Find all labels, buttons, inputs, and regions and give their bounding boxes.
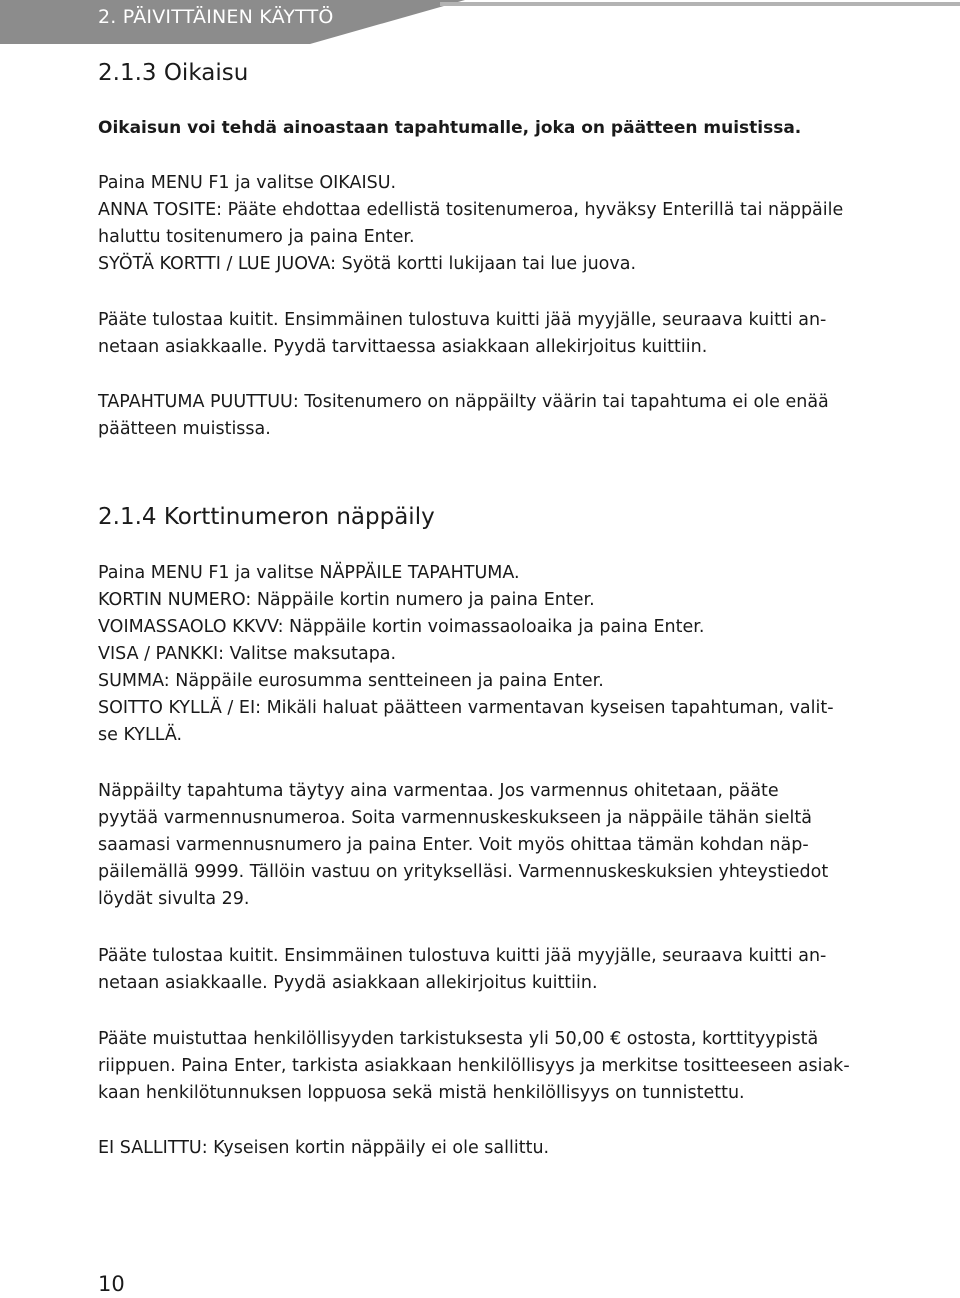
text-line: päätteen muistissa.	[98, 419, 271, 439]
text-line: EI SALLITTU: Kyseisen kortin näppäily ei ole sallittu.	[98, 1138, 550, 1158]
text-line: Paina MENU F1 ja valitse NÄPPÄILE TAPAHTUMA.	[98, 563, 520, 583]
paragraph-2-1-3-steps	[98, 170, 898, 278]
text-line: SYÖTÄ KORTTI / LUE JUOVA: Syötä kortti lukijaan tai lue juova.	[98, 254, 637, 274]
text-line: se KYLLÄ.	[98, 725, 183, 745]
text-line: löydät sivulta 29.	[98, 889, 250, 909]
paragraph-2-1-3-receipts	[98, 307, 898, 361]
text-line: Pääte tulostaa kuitit. Ensimmäinen tulostuva kuitti jää myyjälle, seuraava kuitti an-	[98, 946, 827, 966]
text-line: Paina MENU F1 ja valitse OIKAISU.	[98, 173, 397, 193]
text-line: netaan asiakkaalle. Pyydä asiakkaan allekirjoitus kuittiin.	[98, 973, 598, 993]
text-line: Pääte muistuttaa henkilöllisyyden tarkistuksesta yli 50,00 € ostosta, korttityypistä	[98, 1029, 819, 1049]
text-line: pyytää varmennusnumeroa. Soita varmennuskeskukseen ja näppäile tähän sieltä	[98, 808, 812, 828]
section-heading-2-1-4: 2.1.4 Korttinumeron näppäily	[98, 504, 435, 530]
text-line: VISA / PANKKI: Valitse maksutapa.	[98, 644, 397, 664]
chapter-title: 2. PÄIVITTÄINEN KÄYTTÖ	[98, 6, 334, 28]
text-line: TAPAHTUMA PUUTTUU: Tositenumero on näppäilty väärin tai tapahtuma ei ole enää	[98, 392, 829, 412]
text-line: haluttu tositenumero ja paina Enter.	[98, 227, 415, 247]
text-line: SUMMA: Näppäile eurosumma sentteineen ja paina Enter.	[98, 671, 604, 691]
paragraph-2-1-4-receipts	[98, 943, 898, 997]
text-line: riippuen. Paina Enter, tarkista asiakkaan henkilöllisyys ja merkitse tositteeseen asiak-	[98, 1056, 850, 1076]
text-line: netaan asiakkaalle. Pyydä tarvittaessa asiakkaan allekirjoitus kuittiin.	[98, 337, 708, 357]
paragraph-2-1-4-not-allowed	[98, 1135, 898, 1162]
text-line: ANNA TOSITE: Pääte ehdottaa edellistä tositenumeroa, hyväksy Enterillä tai näppäile	[98, 200, 844, 220]
text-line: Pääte tulostaa kuitit. Ensimmäinen tulostuva kuitti jää myyjälle, seuraava kuitti an-	[98, 310, 827, 330]
paragraph-2-1-4-identity	[98, 1026, 898, 1107]
text-line: Näppäilty tapahtuma täytyy aina varmentaa. Jos varmennus ohitetaan, pääte	[98, 781, 779, 801]
text-line: KORTIN NUMERO: Näppäile kortin numero ja paina Enter.	[98, 590, 595, 610]
paragraph-2-1-4-steps	[98, 560, 898, 749]
text-line: saamasi varmennusnumero ja paina Enter. Voit myös ohittaa tämän kohdan näp-	[98, 835, 809, 855]
text-line: kaan henkilötunnuksen loppuosa sekä mistä henkilöllisyys on tunnistettu.	[98, 1083, 745, 1103]
text-line: SOITTO KYLLÄ / EI: Mikäli haluat päätteen varmentavan kyseisen tapahtuman, valit-	[98, 698, 834, 718]
page-number: 10	[98, 1272, 125, 1296]
text-line: VOIMASSAOLO KKVV: Näppäile kortin voimassaoloaika ja paina Enter.	[98, 617, 705, 637]
section-intro-2-1-3: Oikaisun voi tehdä ainoastaan tapahtumalle, joka on päätteen muistissa.	[98, 118, 802, 138]
text-line: päilemällä 9999. Tällöin vastuu on yritykselläsi. Varmennuskeskuksien yhteystiedot	[98, 862, 829, 882]
paragraph-2-1-4-verification	[98, 778, 898, 913]
paragraph-2-1-3-missing	[98, 389, 898, 443]
chapter-header-band	[0, 0, 960, 44]
section-heading-2-1-3: 2.1.3 Oikaisu	[98, 60, 249, 86]
header-rule	[440, 2, 960, 6]
